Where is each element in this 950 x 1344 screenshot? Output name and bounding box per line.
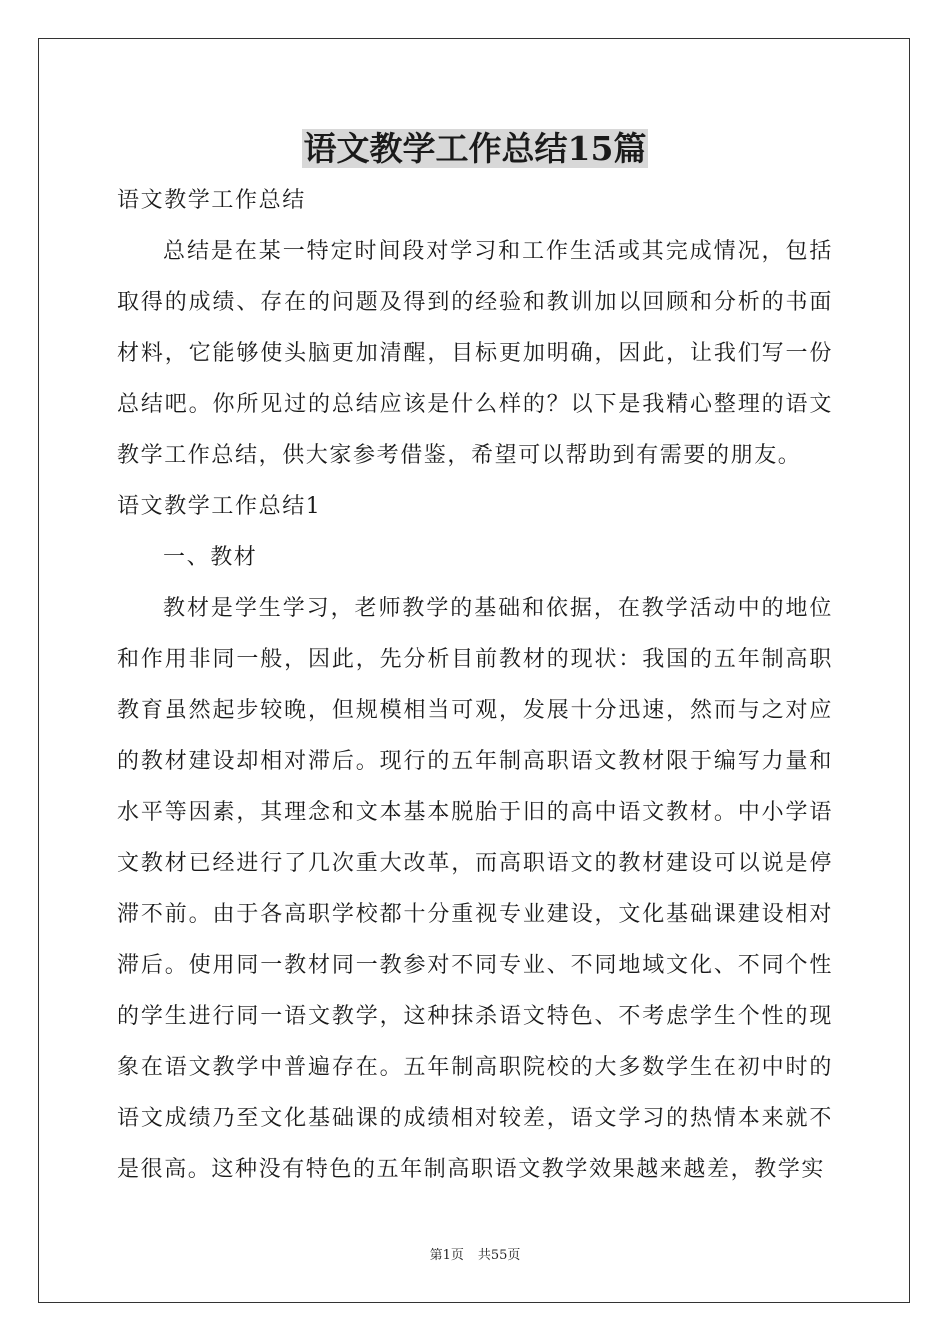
total-page-count: 共55页 — [477, 1248, 521, 1263]
section-heading: 语文教学工作总结1 — [117, 494, 322, 519]
page-footer — [0, 1246, 950, 1266]
subsection-heading: 一、教材 — [163, 545, 258, 570]
intro-paragraph: 总结是在某一特定时间段对学习和工作生活或其完成情况，包括取得的成绩、存在的问题及得到的经验和教训加以回顾和分析的书面材料，它能够使头脑更加清醒，目标更加明确，因此，让我们写一份总结吧。你所见过的总结应该是什么样的？以下是我精心整理的语文教学工作总结，供大家参考借鉴，希望可以帮助到有需要的朋友。 — [117, 239, 833, 468]
intro-heading: 语文教学工作总结 — [117, 188, 306, 213]
document-title — [0, 126, 950, 172]
document-body — [117, 175, 833, 1195]
current-page-number: 第1页 — [429, 1248, 464, 1263]
body-paragraph: 教材是学生学习，老师教学的基础和依据，在教学活动中的地位和作用非同一般，因此，先分析目前教材的现状：我国的五年制高职教育虽然起步较晚，但规模相当可观，发展十分迅速，然而与之对应的教材建设却相对滞后。现行的五年制高职语文教材限于编写力量和水平等因素，其理念和文本基本脱胎于旧的高中语文教材。中小学语文教材已经进行了几次重大改革，而高职语文的教材建设可以说是停滞不前。由于各高职学校都十分重视专业建设，文化基础课建设相对滞后。使用同一教材同一教参对不同专业、不同地域文化、不同个性的学生进行同一语文教学，这种抹杀语文特色、不考虑学生个性的现象在语文教学中普遍存在。五年制高职院校的大多数学生在初中时的语文成绩乃至文化基础课的成绩相对较差，语文学习的热情本来就不是很高。这种没有特色的五年制高职语文教学效果越来越差，教学实 — [117, 596, 833, 1182]
document-title-text: 语文教学工作总结15篇 — [303, 129, 647, 168]
